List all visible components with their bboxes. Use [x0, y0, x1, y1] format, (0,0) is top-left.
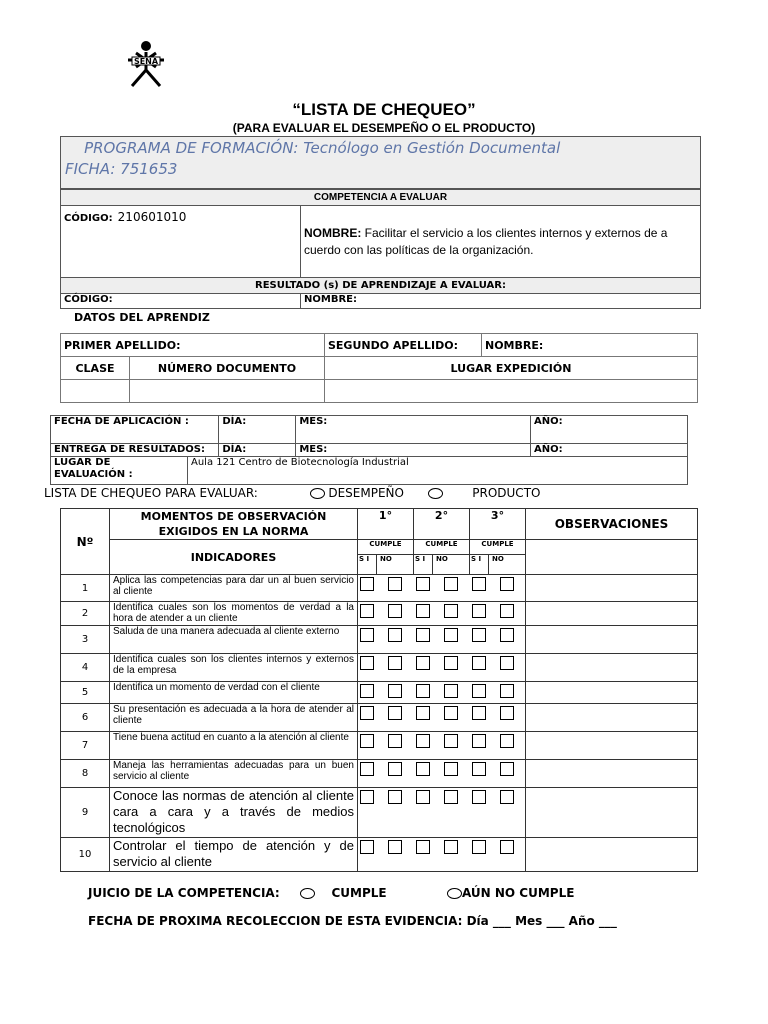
observation-cell[interactable] [526, 602, 698, 626]
row-number: 9 [61, 788, 110, 838]
fecha-aplicacion-mes: MES: [296, 416, 531, 444]
indicator-text: Controlar el tiempo de atención y de servicio al cliente [110, 838, 358, 872]
check-cell [358, 760, 377, 788]
checkbox-round-3-si[interactable] [472, 762, 486, 776]
codigo-label: CÓDIGO: [64, 213, 113, 224]
checkbox-round-1-si[interactable] [360, 790, 374, 804]
checkbox-round-3-no[interactable] [500, 762, 514, 776]
check-cell [377, 575, 414, 602]
program-box [60, 136, 701, 189]
check-cell [470, 838, 489, 872]
page-subtitle: (PARA EVALUAR EL DESEMPEÑO O EL PRODUCTO) [232, 121, 536, 135]
check-cell [489, 626, 526, 654]
table-row [61, 626, 698, 654]
table-row [61, 654, 698, 682]
check-cell [358, 575, 377, 602]
checkbox-round-2-si[interactable] [416, 706, 430, 720]
checkbox-round-1-no[interactable] [388, 656, 402, 670]
checkbox-round-1-si[interactable] [360, 840, 374, 854]
checkbox-round-2-si[interactable] [416, 762, 430, 776]
check-cell [377, 838, 414, 872]
check-cell [414, 704, 433, 732]
check-cell [433, 626, 470, 654]
sena-logo-icon [122, 40, 170, 90]
check-cell [433, 654, 470, 682]
row-number: 6 [61, 704, 110, 732]
checkbox-round-1-si[interactable] [360, 577, 374, 591]
checklist-rows [61, 575, 698, 872]
check-cell [489, 760, 526, 788]
checkbox-round-1-no[interactable] [388, 762, 402, 776]
checkbox-round-3-no[interactable] [500, 840, 514, 854]
proxima-recoleccion: FECHA DE PROXIMA RECOLECCION DE ESTA EVIDENCIA: Día ___ Mes ___ Año ___ [88, 914, 617, 928]
checkbox-round-1-no[interactable] [388, 790, 402, 804]
cumple-label: CUMPLE [331, 886, 387, 900]
aprendiz-nombre: NOMBRE: [482, 334, 698, 357]
desempeno-radio[interactable] [310, 488, 325, 499]
check-cell [414, 682, 433, 704]
cumple-1: CUMPLE [358, 540, 414, 555]
check-cell [377, 788, 414, 838]
checkbox-round-1-si[interactable] [360, 762, 374, 776]
check-cell [489, 682, 526, 704]
checkbox-round-2-no[interactable] [444, 604, 458, 618]
desempeno-label: DESEMPEÑO [328, 486, 404, 500]
si-1: S I [358, 555, 377, 575]
fecha-aplicacion-anio: AÑO: [531, 416, 688, 444]
lugar-evaluacion-value: Aula 121 Centro de Biotecnología Industrial [188, 457, 688, 485]
check-cell [358, 788, 377, 838]
lugar-expedicion-header: LUGAR EXPEDICIÓN [325, 357, 698, 380]
checkbox-round-3-no[interactable] [500, 628, 514, 642]
entrega-anio: AÑO: [531, 444, 688, 457]
check-cell [414, 654, 433, 682]
checkbox-round-1-si[interactable] [360, 684, 374, 698]
indicator-text: Aplica las competencias para dar un al buen servicio al cliente [110, 575, 358, 602]
check-cell [470, 682, 489, 704]
check-cell [433, 838, 470, 872]
resultado-codigo: CÓDIGO: [61, 294, 301, 309]
checkbox-round-1-no[interactable] [388, 840, 402, 854]
checkbox-round-2-no[interactable] [444, 577, 458, 591]
primer-apellido: PRIMER APELLIDO: [61, 334, 325, 357]
checkbox-round-3-si[interactable] [472, 734, 486, 748]
checkbox-round-2-no[interactable] [444, 840, 458, 854]
checkbox-round-2-si[interactable] [416, 604, 430, 618]
table-row [61, 788, 698, 838]
check-cell [358, 704, 377, 732]
checkbox-round-1-si[interactable] [360, 734, 374, 748]
check-cell [377, 682, 414, 704]
no-2: NO [433, 555, 470, 575]
check-cell [470, 760, 489, 788]
check-cell [433, 682, 470, 704]
table-row [61, 682, 698, 704]
check-cell [358, 838, 377, 872]
check-cell [433, 602, 470, 626]
juicio-row [88, 886, 574, 900]
checkbox-round-3-si[interactable] [472, 628, 486, 642]
checkbox-round-3-si[interactable] [472, 706, 486, 720]
round-1-header: 1° [358, 509, 414, 540]
indicator-text: Identifica cuales son los momentos de verdad a la hora de atender a un cliente [110, 602, 358, 626]
checkbox-round-2-no[interactable] [444, 706, 458, 720]
competencia-codigo-cell [61, 206, 301, 278]
check-cell [470, 654, 489, 682]
check-cell [358, 602, 377, 626]
indicator-text: Identifica un momento de verdad con el cliente [110, 682, 358, 704]
check-cell [377, 732, 414, 760]
clase-value[interactable] [61, 380, 130, 403]
checkbox-round-3-no[interactable] [500, 790, 514, 804]
indicator-text: Saluda de una manera adecuada al cliente externo [110, 626, 358, 654]
check-cell [470, 626, 489, 654]
check-cell [489, 838, 526, 872]
si-2: S I [414, 555, 433, 575]
aun-no-cumple-radio[interactable] [447, 888, 462, 899]
competencia-nombre-cell [301, 206, 701, 278]
check-cell [433, 788, 470, 838]
indicator-text: Identifica cuales son los clientes internos y externos de la empresa [110, 654, 358, 682]
checkbox-round-1-no[interactable] [388, 604, 402, 618]
svg-text:SENA: SENA [133, 57, 159, 66]
indicator-text: Conoce las normas de atención al cliente cara a cara y a través de medios tecnológicos [110, 788, 358, 838]
entrega-mes: MES: [296, 444, 531, 457]
checkbox-round-1-no[interactable] [388, 706, 402, 720]
checkbox-round-1-si[interactable] [360, 628, 374, 642]
aprendiz-table [60, 333, 698, 403]
checkbox-round-2-si[interactable] [416, 628, 430, 642]
entrega-resultados-label: ENTREGA DE RESULTADOS: [51, 444, 219, 457]
check-cell [358, 654, 377, 682]
check-cell [470, 575, 489, 602]
check-cell [489, 602, 526, 626]
checkbox-round-2-si[interactable] [416, 734, 430, 748]
program-line: PROGRAMA DE FORMACIÓN: Tecnólogo en Gestión Documental [84, 139, 561, 157]
page-title: “LISTA DE CHEQUEO” [292, 100, 476, 119]
cumple-radio[interactable] [300, 888, 315, 899]
observation-cell[interactable] [526, 704, 698, 732]
checkbox-round-2-si[interactable] [416, 684, 430, 698]
checkbox-round-2-si[interactable] [416, 577, 430, 591]
aprendiz-heading: DATOS DEL APRENDIZ [74, 311, 210, 324]
checkbox-round-3-si[interactable] [472, 684, 486, 698]
check-cell [358, 682, 377, 704]
check-cell [414, 838, 433, 872]
fecha-aplicacion-label: FECHA DE APLICACIÓN : [51, 416, 219, 444]
lugar-evaluacion-label: LUGAR DE EVALUACIÓN : [51, 457, 188, 485]
check-cell [414, 788, 433, 838]
check-cell [377, 760, 414, 788]
clase-header: CLASE [61, 357, 130, 380]
checkbox-round-2-no[interactable] [444, 734, 458, 748]
check-cell [358, 626, 377, 654]
fechas-table [50, 415, 688, 485]
checkbox-round-3-si[interactable] [472, 577, 486, 591]
round-3-header: 3° [470, 509, 526, 540]
resultado-nombre: NOMBRE: [301, 294, 701, 309]
entrega-dia: DÍA: [219, 444, 296, 457]
observation-cell[interactable] [526, 682, 698, 704]
si-3: S I [470, 555, 489, 575]
observation-cell[interactable] [526, 760, 698, 788]
checkbox-round-3-no[interactable] [500, 604, 514, 618]
check-cell [358, 732, 377, 760]
table-row [61, 760, 698, 788]
numero-documento-header: NÚMERO DOCUMENTO [130, 357, 325, 380]
nombre-label: NOMBRE: [304, 225, 362, 240]
row-number: 3 [61, 626, 110, 654]
table-row [61, 602, 698, 626]
row-number: 5 [61, 682, 110, 704]
observation-cell[interactable] [526, 654, 698, 682]
observaciones-header: OBSERVACIONES [526, 509, 698, 540]
checkbox-round-1-no[interactable] [388, 684, 402, 698]
row-number: 10 [61, 838, 110, 872]
juicio-label: JUICIO DE LA COMPETENCIA: [88, 886, 280, 900]
check-cell [470, 732, 489, 760]
check-cell [470, 602, 489, 626]
check-cell [414, 732, 433, 760]
indicadores-header: INDICADORES [110, 540, 358, 575]
fecha-aplicacion-dia: DÍA: [219, 416, 296, 444]
indicator-text: Tiene buena actitud en cuanto a la atención al cliente [110, 732, 358, 760]
observation-cell[interactable] [526, 838, 698, 872]
check-cell [433, 732, 470, 760]
check-cell [414, 626, 433, 654]
check-cell [377, 626, 414, 654]
checkbox-round-2-no[interactable] [444, 762, 458, 776]
check-cell [377, 602, 414, 626]
num-header: Nº [61, 509, 110, 575]
checkbox-round-1-si[interactable] [360, 656, 374, 670]
checkbox-round-2-si[interactable] [416, 790, 430, 804]
checkbox-round-1-no[interactable] [388, 628, 402, 642]
table-row [61, 838, 698, 872]
checkbox-round-3-no[interactable] [500, 706, 514, 720]
evaluar-row [44, 486, 540, 500]
checkbox-round-3-no[interactable] [500, 684, 514, 698]
row-number: 7 [61, 732, 110, 760]
observation-cell[interactable] [526, 626, 698, 654]
check-cell [433, 575, 470, 602]
check-cell [470, 704, 489, 732]
sena-logo [122, 40, 170, 90]
segundo-apellido: SEGUNDO APELLIDO: [325, 334, 482, 357]
checkbox-round-2-no[interactable] [444, 790, 458, 804]
observation-cell[interactable] [526, 732, 698, 760]
check-cell [433, 704, 470, 732]
check-cell [433, 760, 470, 788]
resultado-header: RESULTADO (s) DE APRENDIZAJE A EVALUAR: [61, 278, 701, 294]
momentos-header: MOMENTOS DE OBSERVACIÓN EXIGIDOS EN LA NORMA [110, 509, 358, 540]
no-3: NO [489, 555, 526, 575]
checkbox-round-3-no[interactable] [500, 734, 514, 748]
checkbox-round-2-no[interactable] [444, 628, 458, 642]
producto-radio[interactable] [428, 488, 443, 499]
table-row [61, 704, 698, 732]
ficha-line: FICHA: 751653 [65, 160, 178, 178]
evaluar-label: LISTA DE CHEQUEO PARA EVALUAR: [44, 486, 258, 500]
check-cell [470, 788, 489, 838]
checkbox-round-3-si[interactable] [472, 656, 486, 670]
checkbox-round-1-no[interactable] [388, 734, 402, 748]
nombre-value: Facilitar el servicio a los clientes internos y externos de a cuerdo con las políticas de la organización. [304, 225, 668, 257]
program-name [61, 137, 700, 181]
lugar-expedicion-value[interactable] [325, 380, 698, 403]
checklist-table [60, 508, 698, 872]
checkbox-round-3-si[interactable] [472, 604, 486, 618]
check-cell [377, 704, 414, 732]
indicator-text: Su presentación es adecuada a la hora de atender al cliente [110, 704, 358, 732]
observation-cell[interactable] [526, 575, 698, 602]
checkbox-round-2-si[interactable] [416, 840, 430, 854]
checkbox-round-3-no[interactable] [500, 577, 514, 591]
check-cell [414, 602, 433, 626]
no-1: NO [377, 555, 414, 575]
check-cell [489, 654, 526, 682]
round-2-header: 2° [414, 509, 470, 540]
row-number: 1 [61, 575, 110, 602]
observaciones-subheader [526, 540, 698, 575]
checkbox-round-3-si[interactable] [472, 840, 486, 854]
checkbox-round-1-si[interactable] [360, 604, 374, 618]
check-cell [489, 788, 526, 838]
checkbox-round-2-no[interactable] [444, 656, 458, 670]
check-cell [489, 704, 526, 732]
check-cell [414, 575, 433, 602]
row-number: 8 [61, 760, 110, 788]
observation-cell[interactable] [526, 788, 698, 838]
table-row [61, 732, 698, 760]
table-row [61, 575, 698, 602]
competencia-header: COMPETENCIA A EVALUAR [61, 190, 701, 206]
check-cell [489, 732, 526, 760]
check-cell [377, 654, 414, 682]
row-number: 2 [61, 602, 110, 626]
checkbox-round-3-si[interactable] [472, 790, 486, 804]
indicator-text: Maneja las herramientas adecuadas para un buen servicio al cliente [110, 760, 358, 788]
check-cell [489, 575, 526, 602]
aun-no-cumple-label: AÚN NO CUMPLE [461, 886, 575, 900]
cumple-3: CUMPLE [470, 540, 526, 555]
codigo-value: 210601010 [117, 210, 187, 224]
numero-documento-value[interactable] [130, 380, 325, 403]
check-cell [414, 760, 433, 788]
checkbox-round-1-si[interactable] [360, 706, 374, 720]
checkbox-round-2-no[interactable] [444, 684, 458, 698]
row-number: 4 [61, 654, 110, 682]
checkbox-round-3-no[interactable] [500, 656, 514, 670]
checkbox-round-2-si[interactable] [416, 656, 430, 670]
competencia-table [60, 189, 701, 309]
producto-label: PRODUCTO [472, 486, 541, 500]
cumple-2: CUMPLE [414, 540, 470, 555]
checkbox-round-1-no[interactable] [388, 577, 402, 591]
